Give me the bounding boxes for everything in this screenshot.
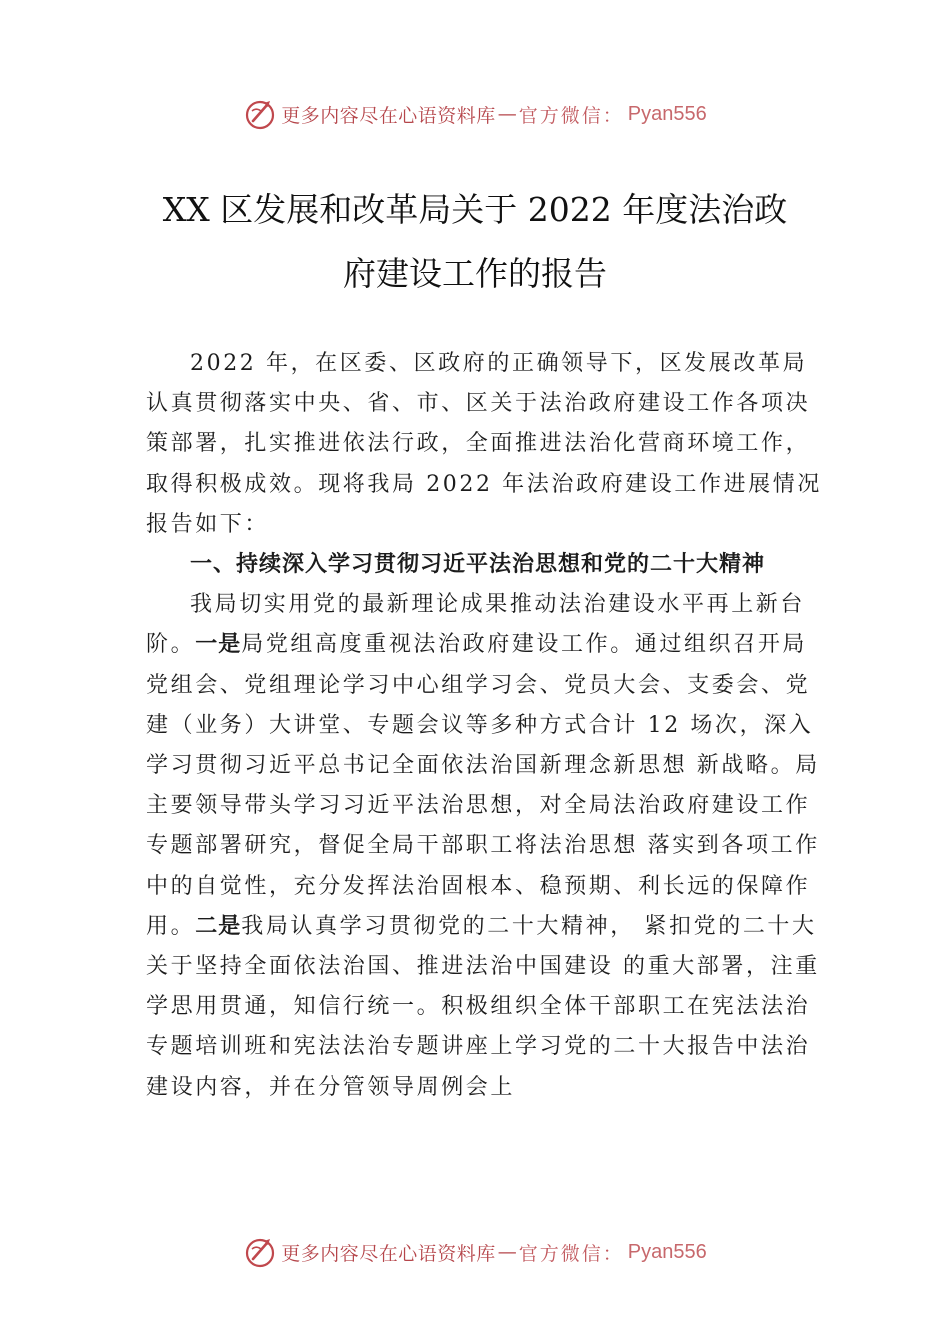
brand-logo-icon xyxy=(243,1235,277,1269)
point-two-marker: 二是 xyxy=(195,913,242,939)
watermark-brand: 更多内容尽在心语资料库 xyxy=(281,104,496,127)
watermark-id: Pyan556 xyxy=(627,1240,707,1263)
section-1-paragraph xyxy=(146,585,826,1108)
section-1-text-e: 我局认真学习贯彻党的二十大精神， 紧扣党的二十大关于坚持全面依法治国、推进法治中国建设 的重大部署，注重学思用贯通，知信行统一。积极组织全体干部职工在宪法法治专题培训班和宪法法治专题讲座上学习党的二十大报告中法治建设内容，并在分管领导周例会上 xyxy=(146,913,820,1100)
brand-logo-icon xyxy=(243,97,277,131)
point-one-marker: 一是 xyxy=(195,632,242,658)
watermark-id: Pyan556 xyxy=(627,102,707,125)
title-line-2: 府建设工作的报告 xyxy=(343,254,607,293)
watermark-label: 官方微信： xyxy=(518,1242,624,1265)
section-1-heading: 一、持续深入学习贯彻习近平法治思想和党的二十大精神 xyxy=(190,552,766,578)
watermark-separator: — xyxy=(497,1241,517,1263)
intro-paragraph: 2022 年，在区委、区政府的正确领导下，区发展改革局认真贯彻落实中央、省、市、区关于法治政府建设工作各项决策部署，扎实推进依法行政，全面推进法治化营商环境工作，取得积极成效。现将我局 2022 年法治政府建设工作进展情况报告如下： xyxy=(146,351,822,537)
watermark-footer xyxy=(0,1232,950,1272)
watermark-header xyxy=(0,94,950,134)
section-1-text-a: 我局切实用党的最新理论成果推动法治建设水平再上新台阶。 xyxy=(146,592,806,658)
watermark-separator: — xyxy=(497,103,517,125)
watermark-label: 官方微信： xyxy=(518,104,624,127)
watermark-brand: 更多内容尽在心语资料库 xyxy=(281,1242,496,1265)
section-1-text-c: 局党组高度重视法治政府建设工作。通过组织召开局党组会、党组理论学习中心组学习会、党员大会、支委会、党建（业务）大讲堂、专题会议等多种方式合计 12 场次，深入学习贯彻习近平总书记全面依法治国新理念新思想 新战略。局主要领导带头学习习近平法治思想，对全局法治政府建设工作专题部署研究，督促全局干部职工将法治思想 落实到各项工作中的自觉性，充分发挥法治固根本、稳预期、利长远的保障作用。 xyxy=(146,632,820,939)
document-title xyxy=(140,178,810,306)
document-body xyxy=(146,344,826,1108)
title-line-1: XX 区发展和改革局关于 2022 年度法治政 xyxy=(162,190,788,229)
